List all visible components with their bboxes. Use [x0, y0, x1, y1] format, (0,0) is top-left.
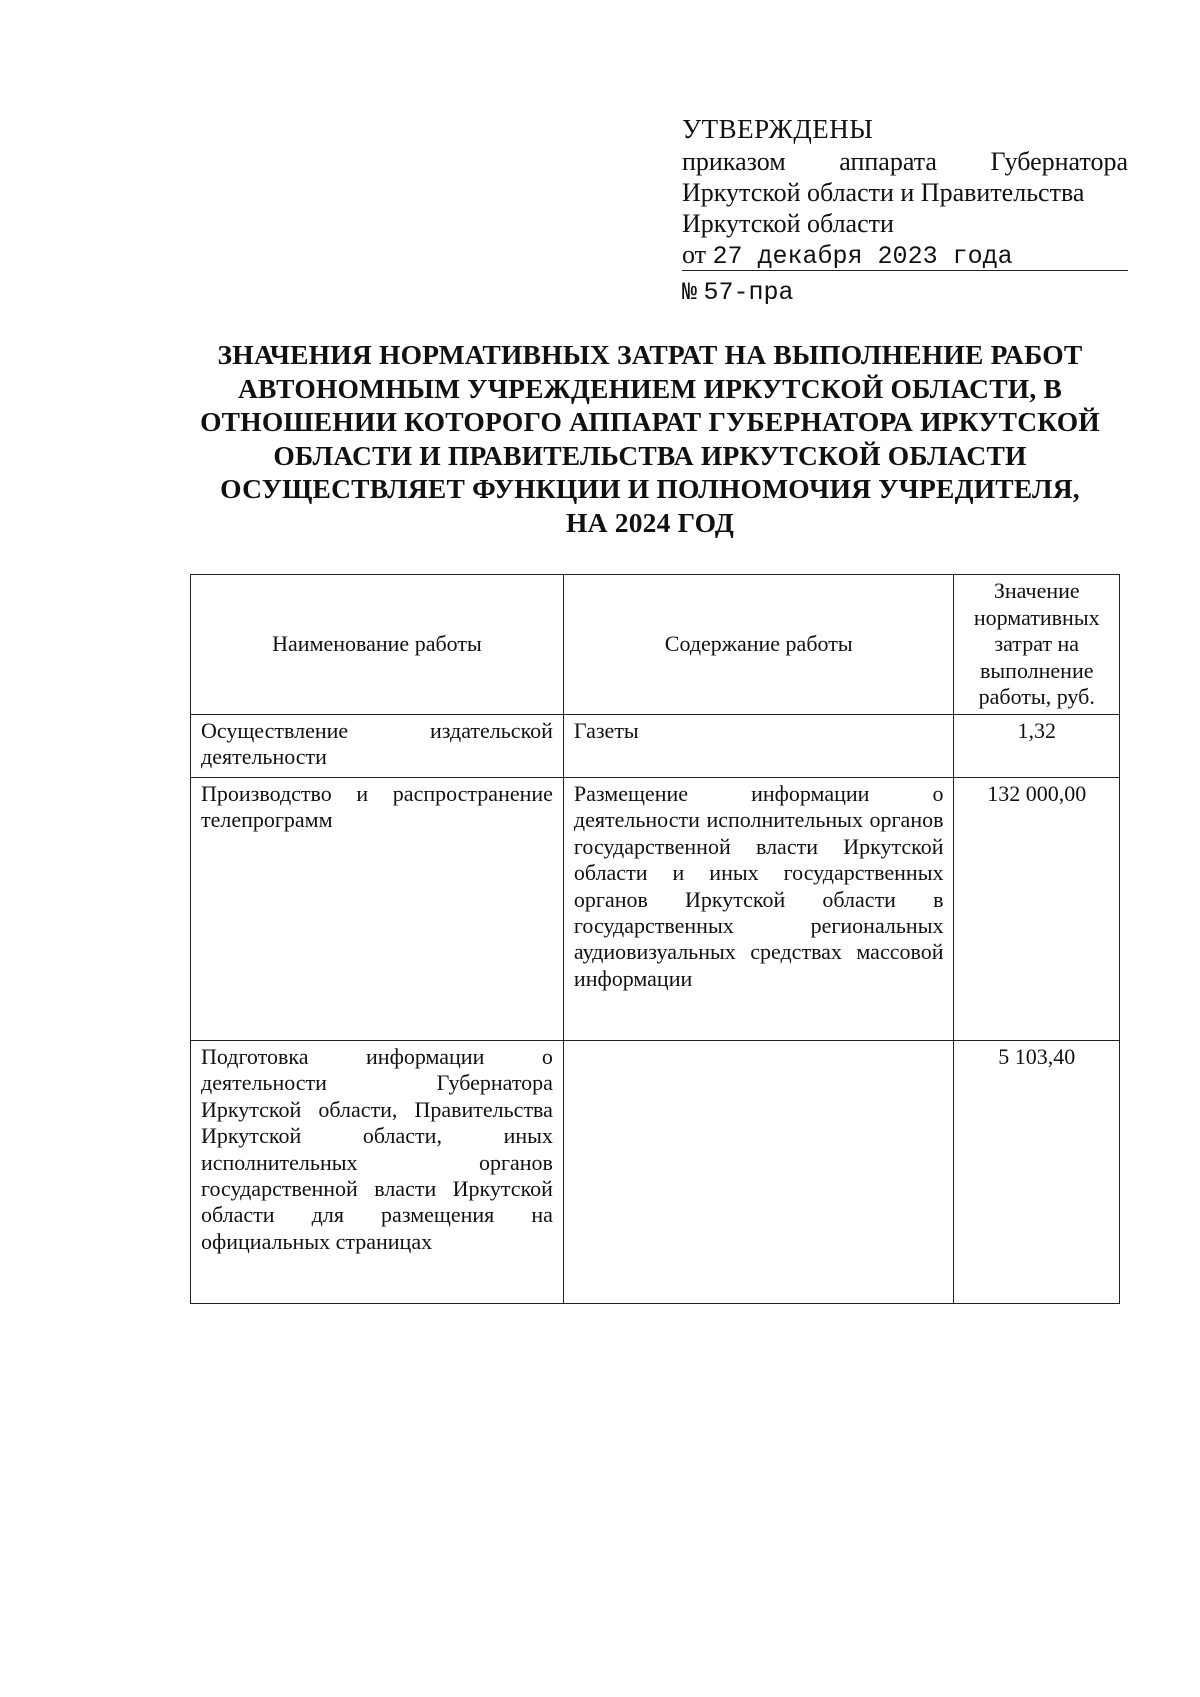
document-title [160, 338, 1140, 539]
row-work-content: Газеты [563, 714, 954, 777]
header-cost-value-line-1: Значение [993, 578, 1080, 603]
approval-date-prefix: от [682, 240, 707, 269]
approval-line-2: Иркутской области и Правительства [682, 178, 1085, 207]
title-line-6: НА 2024 ГОД [566, 506, 734, 538]
table-row [191, 777, 1120, 1040]
row-work-content: Размещение информации о деятельности исполнительных органов государственной власти Иркутской области и иных государственных органов Иркутской области в государственных региональных аудиовизуальных средствах массовой информации [563, 777, 954, 1040]
approval-number-label: № [682, 278, 698, 307]
header-cost-value-line-4: выполнение [980, 657, 1094, 683]
row-work-content [563, 1040, 954, 1303]
approval-date-value: 27 декабря 2023 года [712, 242, 1013, 271]
row-cost-value: 1,32 [954, 714, 1120, 777]
cost-table [190, 574, 1120, 1304]
header-cost-value-line-5: работы, руб. [978, 684, 1095, 710]
approval-line-3: Иркутской области [682, 209, 894, 238]
row-cost-value: 5 103,40 [954, 1040, 1120, 1303]
approval-number-row [682, 275, 1128, 306]
title-line-2: АВТОНОМНЫМ УЧРЕЖДЕНИЕМ ИРКУТСКОЙ ОБЛАСТИ, В [237, 372, 1063, 404]
title-line-4: ОБЛАСТИ И ПРАВИТЕЛЬСТВА ИРКУТСКОЙ ОБЛАСТИ [273, 439, 1027, 471]
approval-number-value: 57-пра [703, 278, 794, 307]
row-work-name: Осуществление издательской деятельности [191, 714, 564, 777]
title-line-1: ЗНАЧЕНИЯ НОРМАТИВНЫХ ЗАТРАТ НА ВЫПОЛНЕНИЕ РАБОТ [217, 339, 1083, 370]
header-work-content: Содержание работы [563, 575, 954, 715]
table-row [191, 1040, 1120, 1303]
approval-date-row [682, 239, 1128, 271]
row-cost-value: 132 000,00 [954, 777, 1120, 1040]
row-work-name: Подготовка информации о деятельности Губернатора Иркутской области, Правительства Иркутской области, иных исполнительных органов государственной власти Иркутской области для размещения на официальных страницах [191, 1040, 564, 1303]
row-work-name: Производство и распространение телепрограмм [191, 777, 564, 1040]
title-line-5: ОСУЩЕСТВЛЯЕТ ФУНКЦИИ И ПОЛНОМОЧИЯ УЧРЕДИТЕЛЯ, [220, 473, 1080, 504]
header-work-name: Наименование работы [191, 575, 564, 715]
approval-stamp-block [682, 114, 1128, 306]
header-cost-value [954, 575, 1120, 715]
header-cost-value-line-3: затрат на [994, 631, 1080, 657]
table-row [191, 714, 1120, 777]
header-cost-value-line-2: нормативных [973, 604, 1100, 630]
approval-heading: УТВЕРЖДЕНЫ [682, 114, 874, 144]
title-line-3: ОТНОШЕНИИ КОТОРОГО АППАРАТ ГУБЕРНАТОРА ИРКУТСКОЙ [200, 406, 1100, 437]
table-header-row [191, 575, 1120, 715]
approval-line-1: приказом аппарата Губернатора [682, 147, 1128, 176]
